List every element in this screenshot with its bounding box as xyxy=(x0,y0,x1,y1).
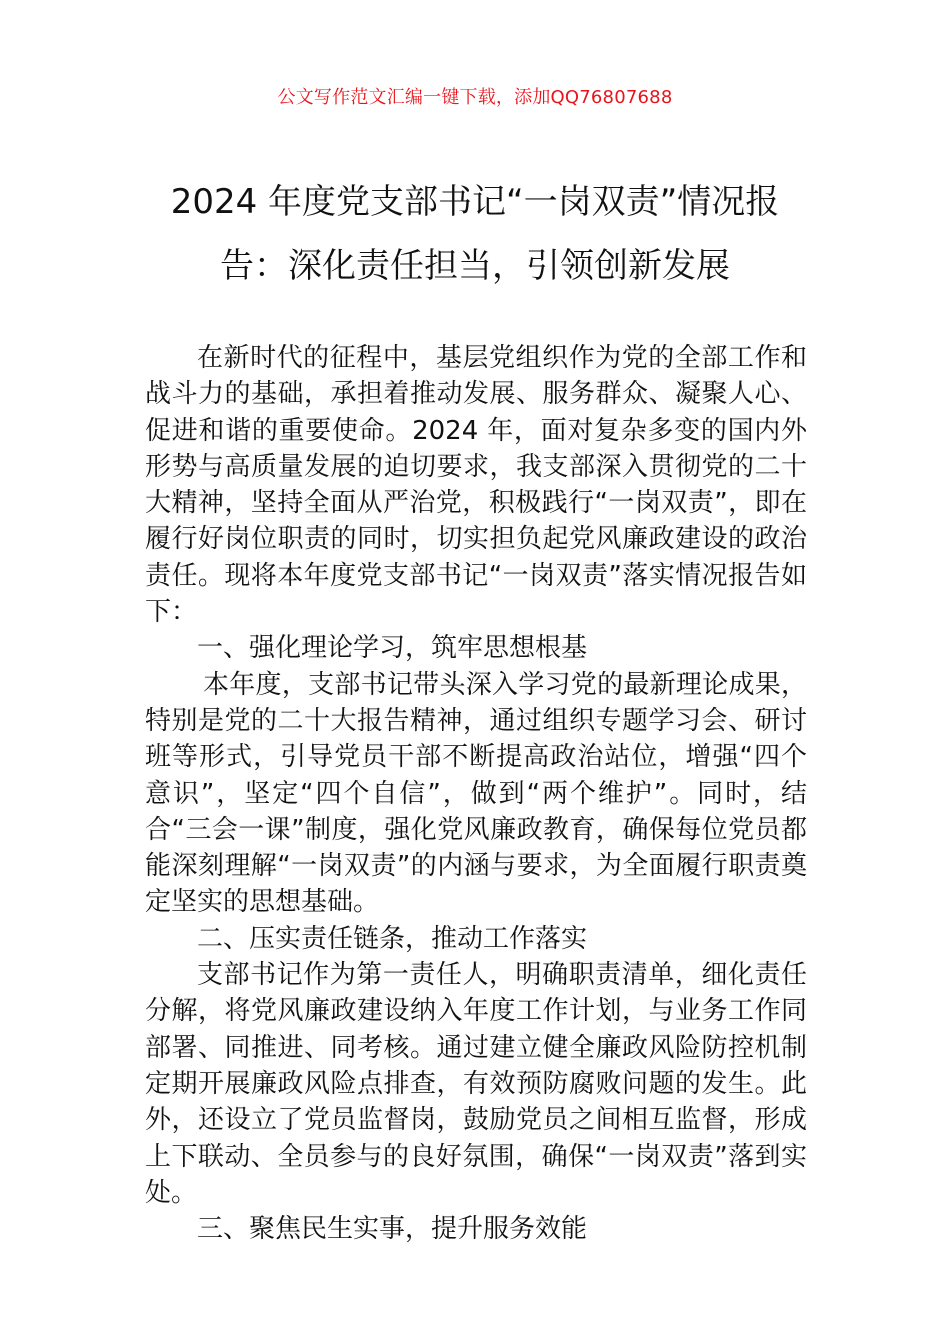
section-paragraph-1: 本年度，支部书记带头深入学习党的最新理论成果，特别是党的二十大报告精神，通过组织专题学习会、研讨班等形式，引导党员干部不断提高政治站位，增强“四个意识”，坚定“四个自信”，做到“两个维护”。同时，结合“三会一课”制度，强化党风廉政教育，确保每位党员都能深刻理解“一岗双责”的内涵与要求，为全面履行职责奠定坚实的思想基础。 xyxy=(145,669,807,918)
section-heading-1: 一、强化理论学习，筑牢思想根基 xyxy=(197,633,588,664)
document-body xyxy=(145,340,807,1247)
section-heading-2: 二、压实责任链条，推动工作落实 xyxy=(197,923,588,954)
title-line-1: 2024 年度党支部书记“一岗双责”情况报 xyxy=(170,182,780,222)
section-paragraph-2: 支部书记作为第一责任人，明确职责清单，细化责任分解，将党风廉政建设纳入年度工作计划，与业务工作同部署、同推进、同考核。通过建立健全廉政风险防控机制定期开展廉政风险点排查，有效预防腐败问题的发生。此外，还设立了党员监督岗，鼓励党员之间相互监督，形成上下联动、全员参与的良好氛围，确保“一岗双责”落到实处。 xyxy=(145,960,807,1208)
title-line-2: 告：深化责任担当，引领创新发展 xyxy=(220,246,730,286)
intro-paragraph: 在新时代的征程中，基层党组织作为党的全部工作和战斗力的基础，承担着推动发展、服务群众、凝聚人心、促进和谐的重要使命。2024 年，面对复杂多变的国内外形势与高质量发展的迫切要求，我支部深入贯彻党的二十大精神，坚持全面从严治党，积极践行“一岗双责”，即在履行好岗位职责的同时，切实担负起党风廉政建设的政治责任。现将本年度党支部书记“一岗双责”落实情况报告如下： xyxy=(145,343,807,628)
promo-banner: 公文写作范文汇编一键下载，添加QQ76807688 xyxy=(277,87,673,108)
document-title xyxy=(145,170,805,298)
section-heading-3: 三、聚焦民生实事，提升服务效能 xyxy=(197,1214,588,1245)
